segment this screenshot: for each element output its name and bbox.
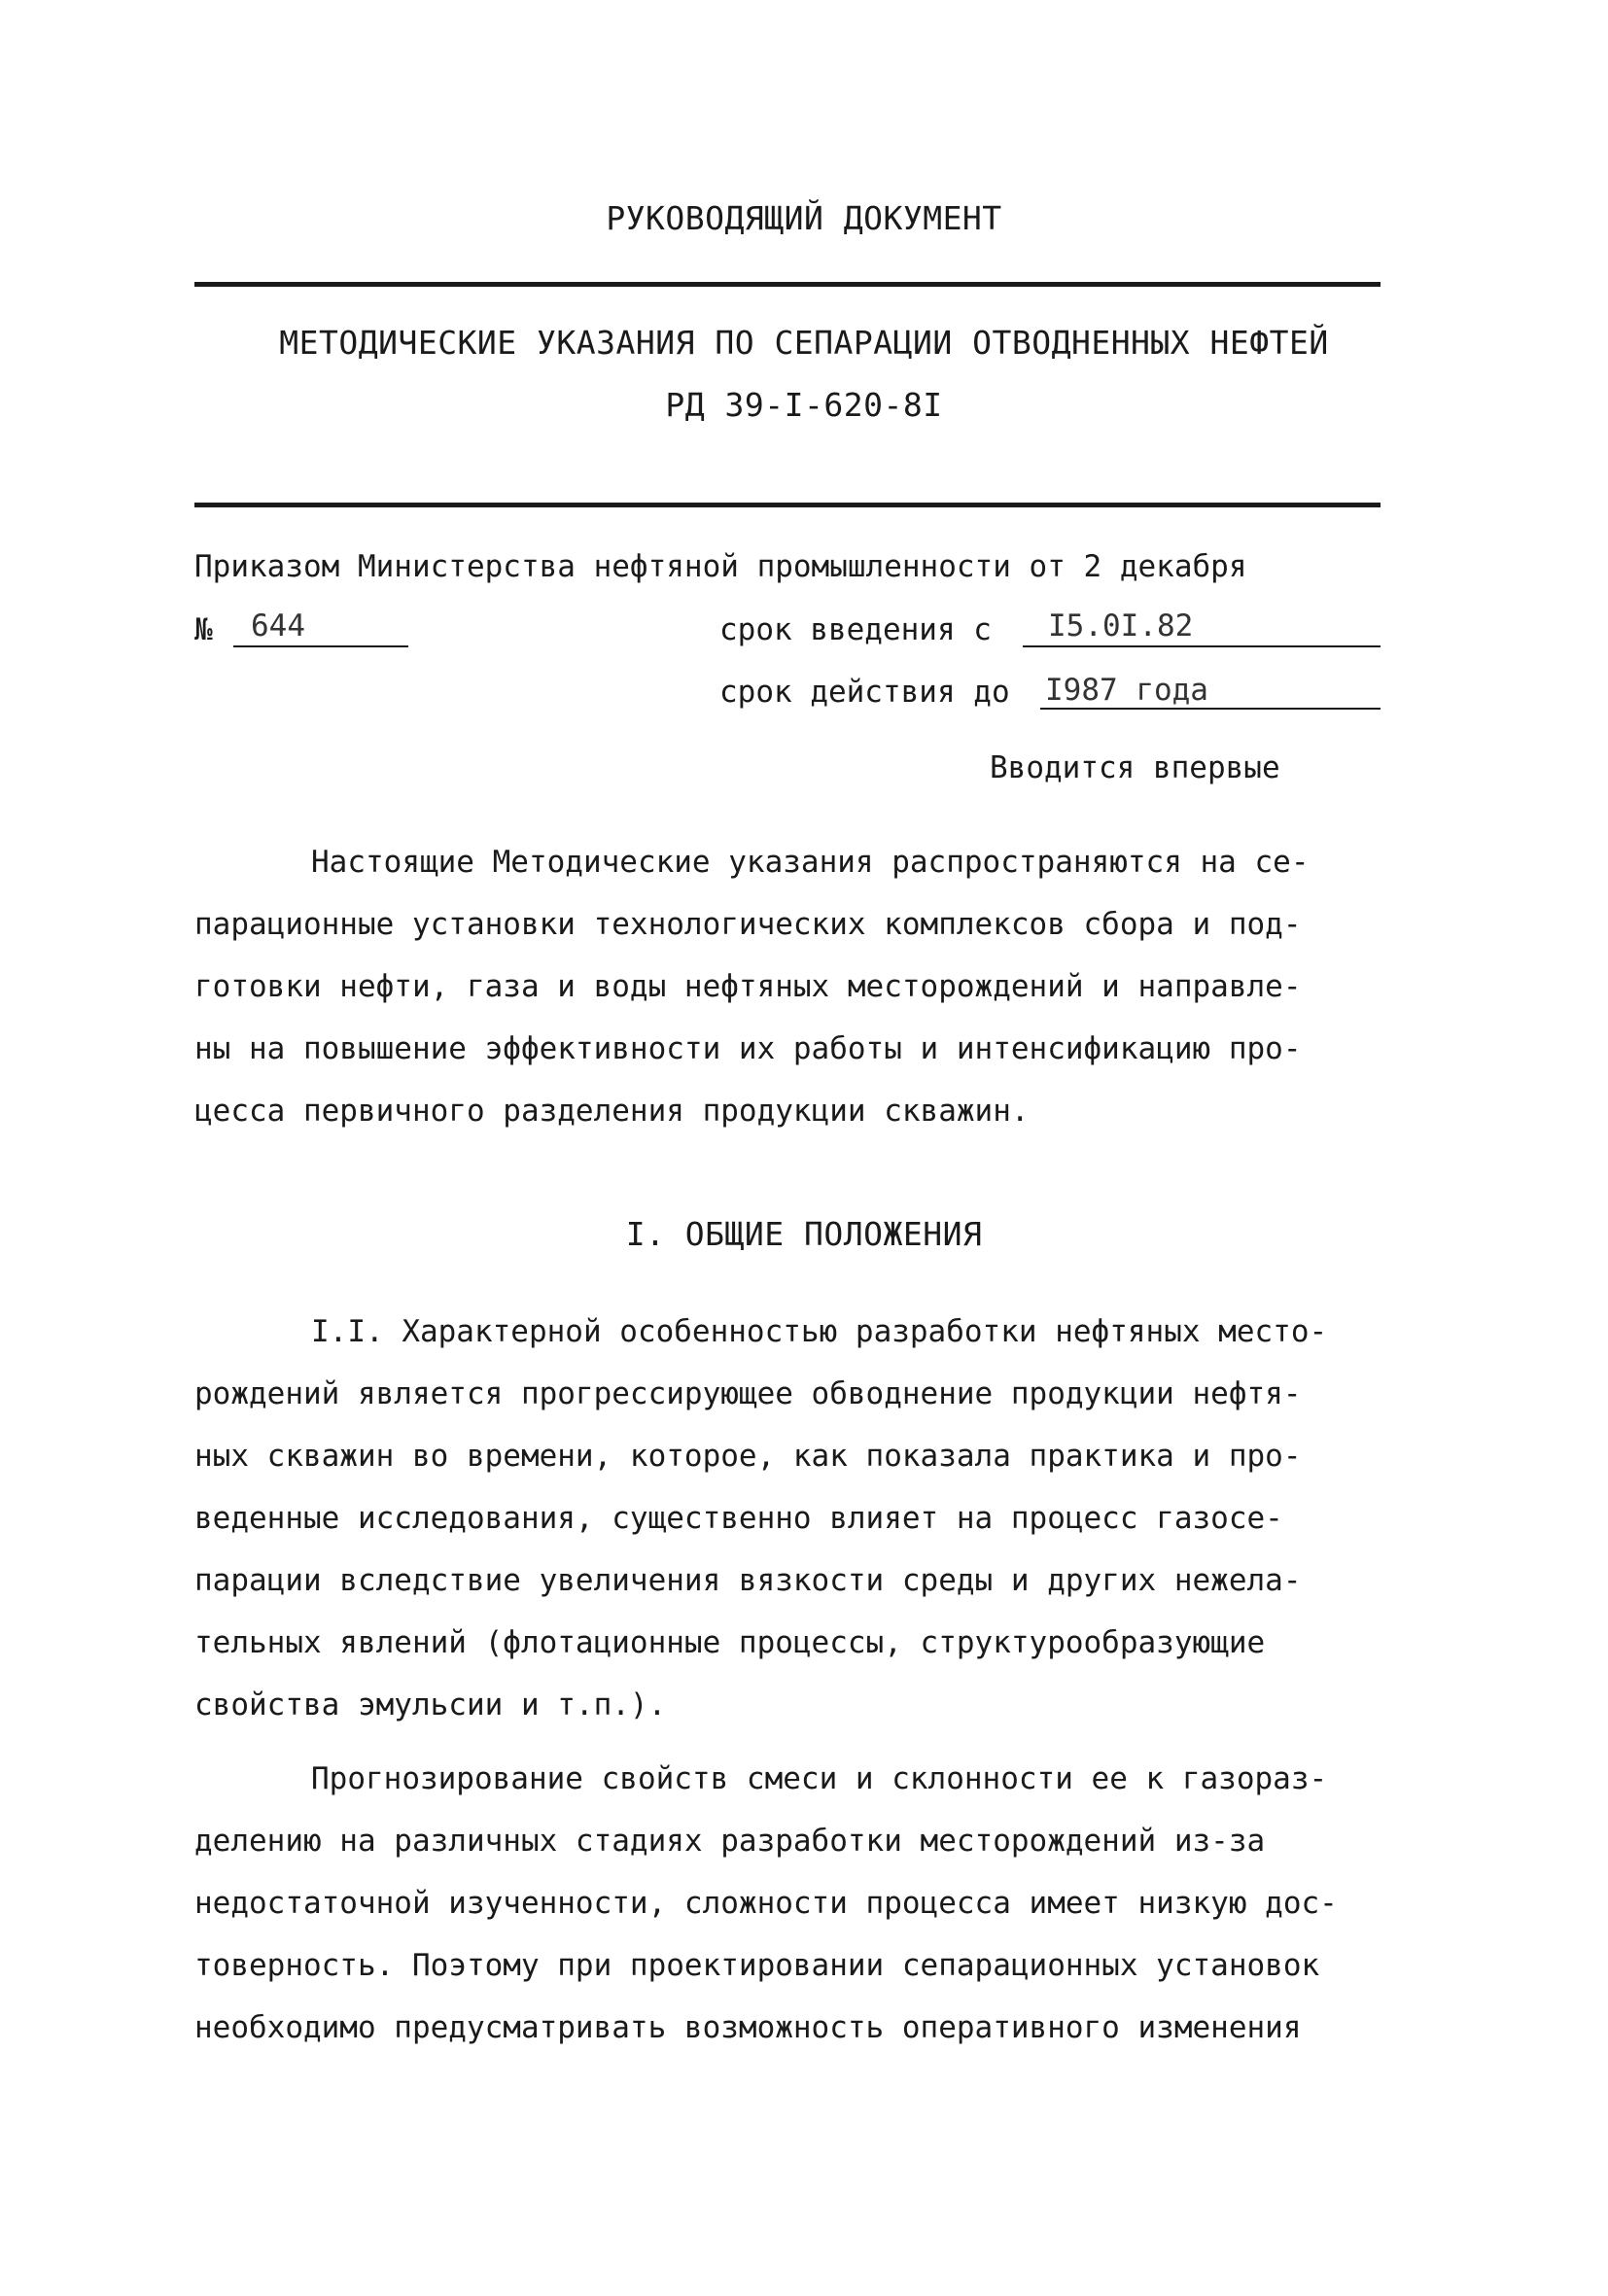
- para-2-line: делению на различных стадиях разработки месторождений из-за: [194, 1824, 1266, 1859]
- para-1-1-line: свойства эмульсии и т.п.).: [194, 1687, 667, 1722]
- intro-date-label: срок введения с: [719, 612, 992, 647]
- order-number-label: №: [194, 612, 213, 647]
- top-divider: [194, 282, 1381, 287]
- document-code: РД 39-I-620-8I: [665, 386, 943, 424]
- para-1-1-line: парации вследствие увеличения вязкости среды и других нежела-: [194, 1563, 1302, 1598]
- document-title: МЕТОДИЧЕСКИЕ УКАЗАНИЯ ПО СЕПАРАЦИИ ОТВОДНЕННЫХ НЕФТЕЙ: [279, 324, 1329, 362]
- order-number-value: 644: [251, 609, 305, 644]
- intro-date-underline: [1023, 645, 1381, 647]
- order-number-underline: [233, 645, 408, 647]
- document-type: РУКОВОДЯЩИЙ ДОКУМЕНТ: [606, 199, 1002, 237]
- para-1-1-line: ных скважин во времени, которое, как показала практика и про-: [194, 1439, 1302, 1474]
- para-2-line: товерность. Поэтому при проектировании сепарационных установок: [194, 1948, 1320, 1983]
- validity-value: I987 года: [1045, 673, 1208, 708]
- section-heading: I. ОБЩИЕ ПОЛОЖЕНИЯ: [625, 1215, 983, 1253]
- intro-line: ны на повышение эффективности их работы и интенсификацию про-: [194, 1031, 1302, 1066]
- validity-underline: [1040, 708, 1381, 710]
- bottom-divider: [194, 503, 1381, 507]
- intro-date-value: I5.0I.82: [1048, 609, 1194, 644]
- para-2-line: необходимо предусматривать возможность оперативного изменения: [194, 2010, 1302, 2045]
- intro-line: готовки нефти, газа и воды нефтяных месторождений и направле-: [194, 969, 1302, 1004]
- intro-line: цесса первичного разделения продукции скважин.: [194, 1094, 1030, 1129]
- para-1-1-line: веденные исследования, существенно влияет на процесс газосе-: [194, 1501, 1283, 1536]
- para-1-1-line: I.I. Характерной особенностью разработки нефтяных место-: [311, 1314, 1328, 1349]
- intro-line: Настоящие Методические указания распространяются на се-: [311, 845, 1310, 880]
- para-2-line: Прогнозирование свойств смеси и склонности ее к газораз-: [311, 1761, 1328, 1796]
- validity-label: срок действия до: [719, 675, 1010, 710]
- para-2-line: недостаточной изученности, сложности процесса имеет низкую дос-: [194, 1886, 1338, 1921]
- approval-line: Приказом Министерства нефтяной промышленности от 2 декабря: [194, 549, 1247, 584]
- intro-line: парационные установки технологических комплексов сбора и под-: [194, 907, 1302, 942]
- first-time-note: Вводится впервые: [990, 750, 1280, 785]
- para-1-1-line: тельных явлений (флотационные процессы, структурообразующие: [194, 1625, 1266, 1660]
- para-1-1-line: рождений является прогрессирующее обводнение продукции нефтя-: [194, 1376, 1302, 1411]
